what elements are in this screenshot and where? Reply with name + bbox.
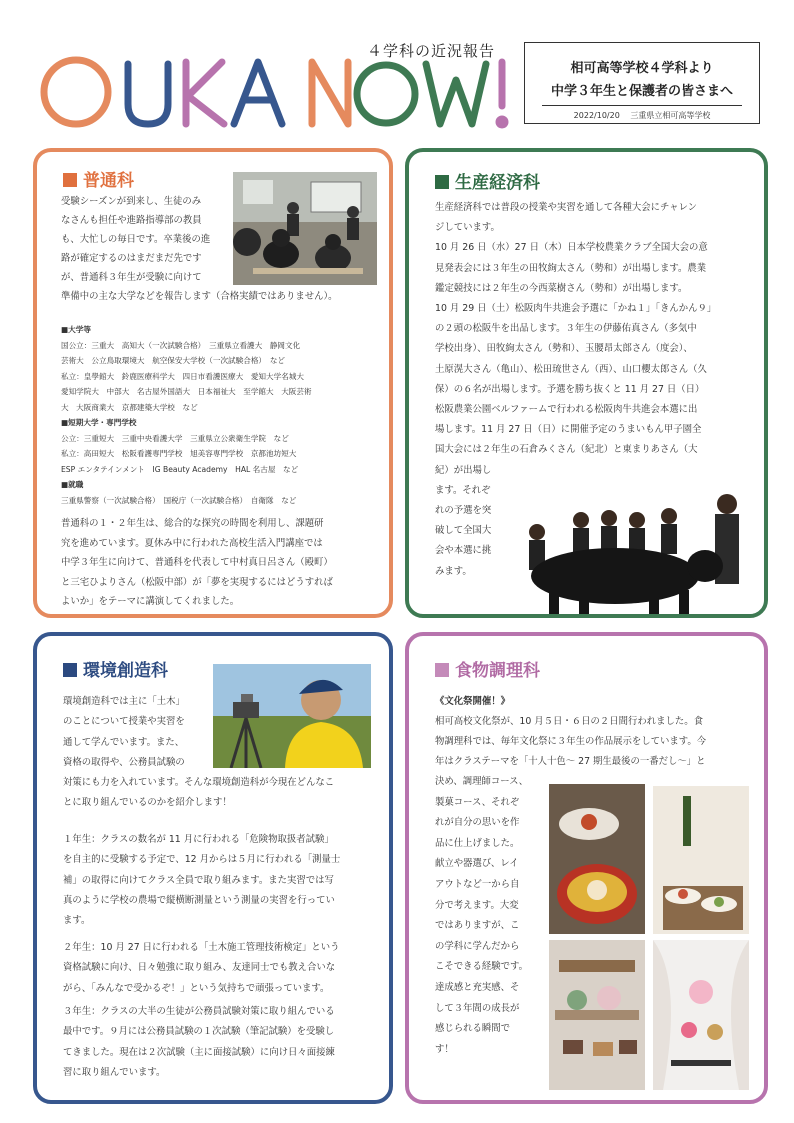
list-line: ESP エンタテインメント IG Beauty Academy HAL 名古屋 など bbox=[61, 464, 299, 474]
text-line: みます。 bbox=[435, 565, 472, 577]
text-line: ます。それぞ bbox=[435, 484, 491, 496]
shoku-body bbox=[435, 712, 765, 772]
futsuu-list bbox=[61, 322, 387, 508]
notice-line2: 中学３年生と保護者の皆さまへ bbox=[550, 84, 733, 99]
title-square-icon bbox=[63, 173, 77, 187]
text-line: 松阪農業公園ベルファームで行われる松阪肉牛共進会本選に出 bbox=[435, 404, 698, 416]
food-photo-2 bbox=[653, 786, 749, 934]
notice-school: 三重県立相可高等学校 bbox=[630, 111, 711, 120]
text-line: 年はクラステーマを「十人十色〜 27 期生最後の一番だし〜」と bbox=[435, 756, 706, 767]
text-line: とに取り組んでいるのかを紹介します！ bbox=[63, 797, 232, 809]
kankyo-grade1 bbox=[63, 830, 389, 931]
shoku-title-text: 食物調理科 bbox=[455, 661, 540, 681]
logo-letter-k bbox=[186, 62, 224, 124]
notice-footer bbox=[525, 110, 759, 121]
text-line: 10 月 29 日（土）松阪肉牛共進会予選に「かね１」「きんかん９」 bbox=[435, 303, 717, 315]
text-line: 資格の取得や、公務員試験の bbox=[63, 756, 185, 768]
list-line: 公立：三重短大 三重中央看護大学 三重県立公衆衛生学院 など bbox=[61, 433, 289, 443]
text-line: 普通科の１・２年生は、総合的な探究の時間を利用し、課題研 bbox=[61, 518, 324, 529]
text-line: がら、「みんなで受かるぞ！」という気持ちで頑張っています。 bbox=[63, 982, 330, 994]
kankyo-body bbox=[63, 692, 389, 814]
text-line: 土原滉大さん（亀山）、松田琉世さん（西）、山口櫻太郎さん（久 bbox=[435, 363, 707, 375]
text-line: 国大会には２年生の石倉みくさん（紀北）と東まりあさん（大 bbox=[435, 444, 698, 456]
notice-date: 2022/10/20 bbox=[573, 111, 620, 120]
text-line: 相可高校文化祭が、10 月５日・６日の２日間行われました。食 bbox=[435, 716, 704, 727]
futsuu-title-text: 普通科 bbox=[83, 171, 134, 191]
list-line: 三重県警察（一次試験合格） 国税庁（一次試験合格） 自衛隊 など bbox=[61, 495, 297, 505]
title-square-icon bbox=[435, 663, 449, 677]
text-line: こそできる経験です。 bbox=[435, 961, 528, 973]
panel-kankyo bbox=[33, 632, 393, 1104]
text-line: と三宅ひよりさん（松阪中部）が「夢を実現するにはどうすれば bbox=[61, 576, 333, 588]
list-heading: ■就職 bbox=[61, 480, 84, 489]
futsuu-title bbox=[63, 166, 134, 191]
ouka-now-logo bbox=[36, 52, 514, 134]
list-line: 私立：高田短大 松阪看護専門学校 旭美容専門学校 京都池坊短大 bbox=[61, 449, 297, 458]
text-line: 物調理科では、毎年文化祭に３年生の作品展示をしています。今 bbox=[435, 736, 707, 747]
text-line: 10 月 26 日（水）27 日（木）日本学校農業クラブ全国大会の意 bbox=[435, 242, 708, 254]
text-line: 学校出身）、田牧絢太さん（勢和）、玉腰昂太郎さん（度会）、 bbox=[435, 343, 693, 355]
text-line: 真のように学校の農場で縦横断測量という測量の実習を行ってい bbox=[63, 894, 335, 906]
text-line: の２頭の松阪牛を出品します。３年生の伊藤佑真さん（多気中 bbox=[435, 323, 697, 335]
logo-letter-w bbox=[426, 64, 486, 124]
title-square-icon bbox=[63, 663, 77, 677]
futsuu-outro bbox=[61, 514, 387, 612]
kankyo-grade2 bbox=[63, 938, 389, 999]
kankyo-title-text: 環境創造科 bbox=[83, 661, 168, 681]
food-photo-4 bbox=[653, 940, 749, 1090]
text-line: なさんも担任や進路指導部の教員 bbox=[61, 215, 202, 226]
text-line: てきました。現在は２次試験（主に面接試験）に向け日々面接練 bbox=[63, 1046, 335, 1058]
shoku-side bbox=[435, 772, 553, 1060]
text-line: 決め、調理師コース、 bbox=[435, 776, 529, 787]
shoku-title bbox=[435, 656, 540, 681]
text-line: の学科に学んだから bbox=[435, 940, 520, 952]
text-line: ジしています。 bbox=[435, 222, 500, 234]
food-photo-3 bbox=[549, 940, 645, 1090]
food-photo-1 bbox=[549, 784, 645, 934]
seisan-title-text: 生産経済科 bbox=[455, 173, 540, 193]
text-line: 最中です。９月には公務員試験の１次試験（筆記試験）を受験し bbox=[63, 1026, 335, 1038]
text-line: 資格試験に向け、日々勉強に取り組み、友達同士でも教え合いな bbox=[63, 962, 336, 974]
text-line: 達成感と充実感、そ bbox=[435, 981, 520, 993]
text-line: も、大忙しの毎日です。卒業後の進 bbox=[61, 234, 211, 245]
list-heading: ■大学等 bbox=[61, 325, 91, 334]
panel-seisan bbox=[405, 148, 768, 618]
text-line: 中学３年生に向けて、普通科を代表して中村真日呂さん（殿町） bbox=[61, 557, 333, 568]
text-line: 補」の取得に向けてクラス全員で取り組みます。また実習では写 bbox=[63, 874, 334, 886]
text-line: 通して学んでいます。また、 bbox=[63, 736, 185, 748]
text-line: 受験シーズンが到来し、生徒のみ bbox=[61, 196, 202, 207]
text-line: 保）の６名が出場します。予選を勝ち抜くと 11 月 27 日（日） bbox=[435, 383, 705, 395]
text-line: ３年生：クラスの大半の生徒が公務員試験対策に取り組んでいる bbox=[63, 1006, 335, 1017]
panel-futsuu bbox=[33, 148, 393, 618]
text-line: 生産経済科では普段の授業や実習を通して各種大会にチャレン bbox=[435, 202, 697, 213]
notice-box bbox=[524, 42, 760, 124]
masthead-subtitle: ４学科の近況報告 bbox=[367, 42, 496, 60]
text-line: して３年間の成長が bbox=[435, 1002, 520, 1014]
logo-letter-a bbox=[234, 62, 282, 124]
logo-letter-o bbox=[44, 60, 108, 124]
text-line: 路が確定するのはまだまだ先です bbox=[61, 253, 202, 264]
text-line: 破して全国大 bbox=[435, 525, 492, 537]
text-line: 習に取り組んでいます。 bbox=[63, 1066, 166, 1078]
masthead bbox=[0, 0, 794, 140]
panel-shoku bbox=[405, 632, 768, 1104]
list-line: 国公立：三重大 高知大（一次試験合格） 三重県立看護大 静岡文化 bbox=[61, 340, 301, 350]
seisan-body bbox=[435, 198, 761, 582]
text-line: 鑑定競技には２年生の今西菜樹さん（勢和）が出場します。 bbox=[435, 282, 688, 294]
shoku-heading: 《文化祭開催！》 bbox=[435, 696, 511, 707]
kankyo-grade3 bbox=[63, 1002, 389, 1083]
futsuu-intro bbox=[61, 192, 381, 306]
text-line: のことについて授業や実習を bbox=[63, 716, 185, 728]
list-line: 芸術大 公立鳥取環境大 航空保安大学校（一次試験合格） など bbox=[61, 356, 286, 365]
text-line: 究を進めています。夏休み中に行われた高校生活入門講座では bbox=[61, 537, 323, 549]
logo-letter-o2 bbox=[357, 65, 415, 123]
kankyo-title bbox=[63, 656, 168, 681]
list-line: 大 大阪商業大 京都建築大学校 など bbox=[61, 402, 198, 412]
text-line: 品に仕上げました。 bbox=[435, 837, 520, 849]
text-line: よいか」をテーマに講演してくれました。 bbox=[61, 596, 240, 607]
notice-divider bbox=[542, 105, 742, 106]
logo-letter-n bbox=[312, 62, 348, 124]
title-square-icon bbox=[435, 175, 449, 189]
text-line: 対策にも力を入れています。そんな環境創造科が今現在どんなこ bbox=[63, 777, 335, 789]
text-line: ２年生：10 月 27 日に行われる「土木施工管理技術検定」という bbox=[63, 942, 340, 953]
list-heading: ■短期大学・専門学校 bbox=[61, 418, 137, 427]
text-line: れが自分の思いを作 bbox=[435, 817, 520, 829]
text-line: す！ bbox=[435, 1043, 454, 1055]
text-line: 分で考えます。大変 bbox=[435, 899, 519, 911]
seisan-title bbox=[435, 168, 540, 193]
text-line: を自主的に受験する予定で、12 月からは５月に行われる「測量士 bbox=[63, 854, 341, 866]
text-line: ます。 bbox=[63, 915, 91, 927]
list-line: 私立：皇學館大 鈴鹿医療科学大 四日市看護医療大 愛知大学名城大 bbox=[61, 371, 304, 381]
text-line: 製菓コース、それぞ bbox=[435, 796, 520, 808]
text-line: 準備中の主な大学などを報告します（合格実績ではありません）。 bbox=[61, 291, 338, 302]
text-line: 環境創造科では主に「土木」 bbox=[63, 696, 185, 707]
text-line: １年生：クラスの数名が 11 月に行われる「危険物取扱者試験」 bbox=[63, 834, 334, 845]
text-line: れの予選を突 bbox=[435, 505, 492, 517]
notice-line1: 相可高等学校４学科より bbox=[570, 61, 714, 76]
text-line: 会や本選に挑 bbox=[435, 545, 492, 557]
text-line: アウトなど一から自 bbox=[435, 878, 520, 890]
list-line: 愛知学院大 中部大 名古屋外国語大 日本福祉大 至学館大 大阪芸術 bbox=[61, 387, 312, 396]
text-line: 見発表会には３年生の田牧絢太さん（勢和）が出場します。農業 bbox=[435, 262, 707, 274]
text-line: 場します。11 月 27 日（日）に開催予定のうまいもん甲子園全 bbox=[435, 424, 702, 436]
text-line: 紀）が出場し bbox=[435, 464, 492, 476]
text-line: が、普通科３年生が受験に向けて bbox=[61, 272, 202, 283]
text-line: 感じられる瞬間で bbox=[435, 1023, 511, 1035]
text-line: 献立や器選び、レイ bbox=[435, 858, 519, 870]
text-line: ではありますが、こ bbox=[435, 920, 520, 932]
logo-letter-u bbox=[128, 64, 168, 124]
